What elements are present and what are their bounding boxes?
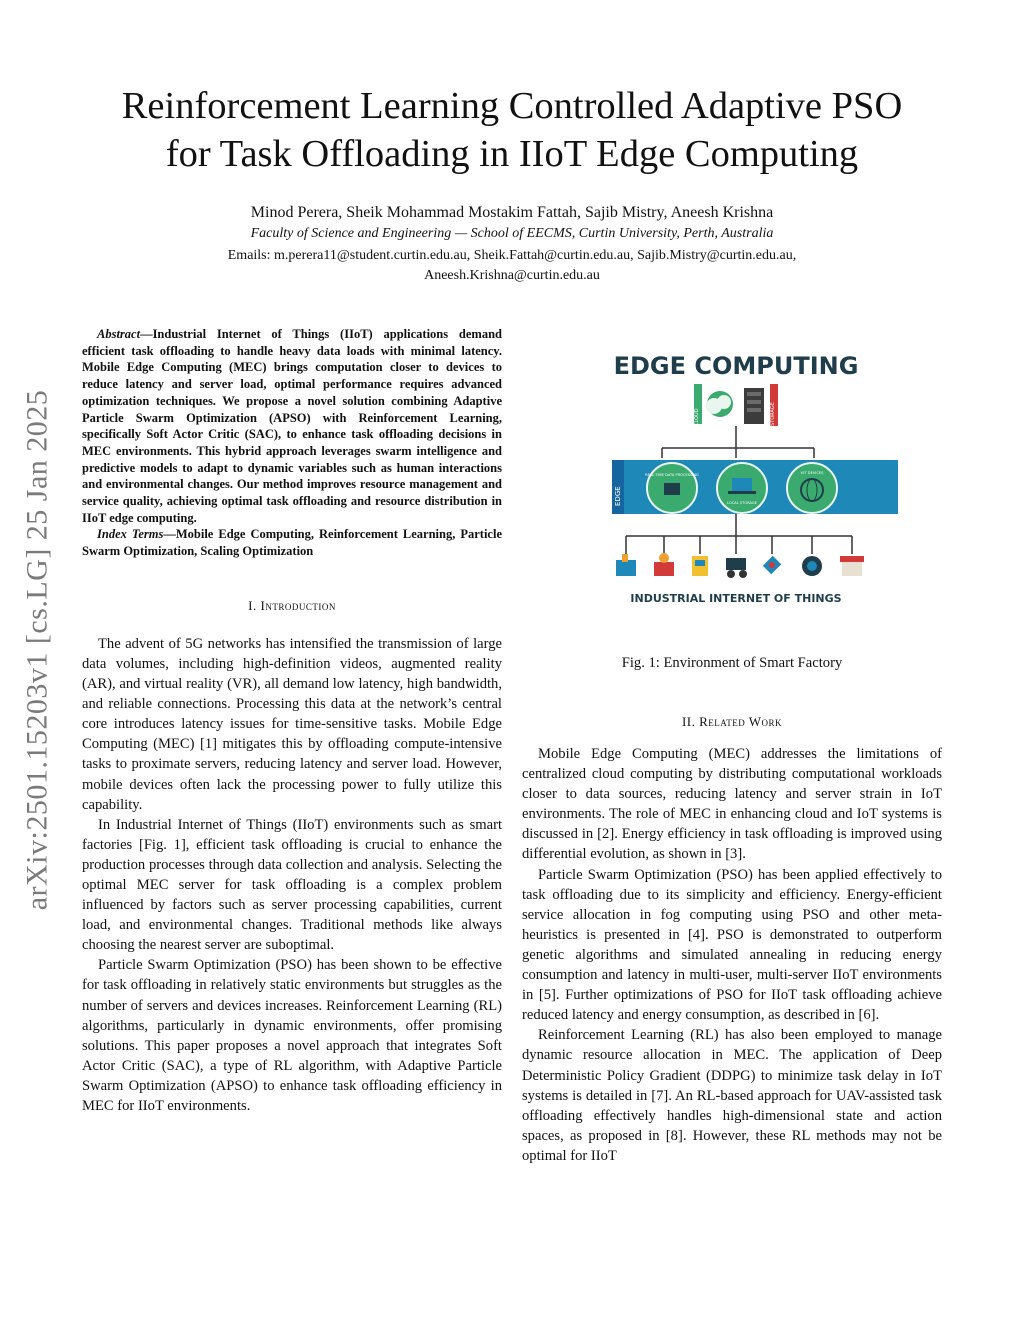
emails-line-2: Aneesh.Krishna@curtin.edu.au: [424, 268, 600, 283]
section-heading-introduction: [82, 598, 502, 614]
arxiv-stamp-text: arXiv:2501.15203v1 [cs.LG] 25 Jan 2025: [20, 389, 53, 911]
processing-node-icon: [647, 463, 697, 513]
intro-paragraph-3: Particle Swarm Optimization (PSO) has been shown to be effective for task offloading in relatively static environments but struggles as the number of servers and devices increases. Reinforcement Learning (RL) algorithms, particularly in dynamic environments, offer promising solutions. This paper proposes a novel approach that integrates Soft Actor Critic (SAC), a type of RL algorithm, with Adaptive Particle Swarm Optimization (APSO) to enhance task offloading efficiency in MEC for IIoT environments.: [82, 957, 502, 1114]
connector-lines-bottom: [626, 514, 852, 554]
abstract: [82, 326, 502, 526]
node-2-label: LOCAL STORAGE: [727, 501, 757, 505]
tractor-icon: [726, 558, 747, 578]
node-1-label: REAL-TIME DATA PROCESSING: [645, 473, 699, 477]
section-number: I.: [248, 597, 257, 613]
emails-line-1: Emails: m.perera11@student.curtin.edu.au, Sheik.Fattah@curtin.edu.au, Sajib.Mistry@curtin.edu.au,: [227, 248, 797, 263]
related-work-paragraph-2: Particle Swarm Optimization (PSO) has been applied effectively to task offloading due to its simplicity and efficiency. Energy-efficient service allocation in fog computing using PSO and other meta-heuristics is presented in [4]. PSO is demonstrated to outperform genetic algorithms and simulated annealing in reducing energy consumption and latency in multi-user, multi-server IIoT environments in [5]. Further optimizations of PSO for IIoT task offloading achieve reduced latency and energy consumption, as described in [6].: [522, 866, 942, 1024]
arxiv-stamp: [12, 360, 62, 940]
abstract-text: —Industrial Internet of Things (IIoT) applications demand efficient task offloading to handle heavy data loads with minimal latency. Mobile Edge Computing (MEC) brings computation closer to devices to reduce latency and server load, optimal performance requires advanced optimization techniques. We propose a novel solution combining Adaptive Particle Swarm Optimization (APSO) with Reinforcement Learning, specifically Soft Actor Critic (SAC), to enhance task offloading decisions in MEC environments. This hybrid approach leverages swarm intelligence and predictive models to adapt to dynamic variables such as human interactions and environmental changes. Our method improves resource management and service quality, achieving optimal task offloading and resource distribution in IIoT edge computing.: [82, 327, 502, 525]
robot-arm-icon: [616, 554, 636, 576]
edge-computing-figure: [522, 326, 942, 616]
related-work-paragraph-1: Mobile Edge Computing (MEC) addresses the limitations of centralized cloud computing by distributing computational workloads closer to data sources, reducing latency and server strain in IoT environments. The role of MEC in enhancing cloud and IoT systems is discussed in [2]. Energy efficiency in task offloading is improved using differential evolution, as shown in [3].: [522, 746, 942, 863]
node-3-label: IOT DEVICES: [800, 471, 824, 475]
fuel-pump-icon: [692, 556, 708, 576]
section-title: Introduction: [260, 597, 336, 613]
emails: [70, 246, 954, 286]
index-terms: [82, 526, 502, 559]
index-terms-label: Index Terms: [97, 527, 164, 542]
figure-caption: Fig. 1: Environment of Smart Factory: [621, 655, 843, 671]
shop-icon: [840, 556, 864, 576]
iiot-label: INDUSTRIAL INTERNET OF THINGS: [630, 592, 842, 605]
index-terms-text: —Mobile Edge Computing, Reinforcement Learning, Particle Swarm Optimization, Scaling Optimization: [82, 527, 502, 559]
abstract-label: Abstract: [97, 327, 141, 341]
title-line-2: for Task Offloading in IIoT Edge Computing: [165, 133, 859, 175]
industrial-robot-icon: [654, 553, 674, 576]
authors: Minod Perera, Sheik Mohammad Mostakim Fattah, Sajib Mistry, Aneesh Krishna: [250, 204, 774, 221]
section-number: II.: [681, 714, 696, 729]
related-work-paragraph-3: Reinforcement Learning (RL) has also been employed to manage dynamic resource allocation in MEC. The application of Deep Deterministic Policy Gradient (DDPG) to minimize task delay in IoT systems is detailed in [7]. An RL-based approach for UAV-assisted task offloading effectively handles high-dimensional state and action spaces, as proposed in [8]. However, these RL methods may not be optimal for IIoT: [522, 1027, 942, 1164]
cloud-label: CLOUD: [694, 408, 700, 426]
laptop-node-icon: [717, 463, 767, 513]
section-heading-related-work: [522, 714, 942, 730]
affiliation: Faculty of Science and Engineering — School of EECMS, Curtin University, Perth, Australia: [250, 226, 774, 241]
right-column: [522, 326, 942, 1166]
left-column: [82, 326, 502, 1116]
connector-lines-top: [662, 426, 814, 458]
intro-paragraph-1: The advent of 5G networks has intensified the transmission of large data volumes, including high-definition videos, augmented reality (AR), and virtual reality (VR), all demand low latency, high bandwidth, and reliable connections. Processing this data at the network’s central core introduces latency issues for time-sensitive tasks. Mobile Edge Computing (MEC) [1] mitigates this by offloading compute-intensive tasks to proximate servers, reducing latency and server load. However, mobile devices often lack the processing power to fully utilize this capability.: [82, 635, 502, 813]
paper-title: [70, 82, 954, 178]
intro-paragraph-2: In Industrial Internet of Things (IIoT) environments such as smart factories [Fig. 1], efficient task offloading is crucial to enhance the production processes through data collection and analysis. Selecting the optimal MEC server for task offloading is a complex problem influenced by factors such as server processing capabilities, current load, and environmental changes. Traditional methods like always choosing the nearest server are suboptimal.: [82, 816, 502, 954]
title-line-1: Reinforcement Learning Controlled Adaptive PSO: [121, 85, 903, 127]
figure-title: EDGE COMPUTING: [613, 352, 859, 380]
section-title: Related Work: [699, 714, 783, 729]
storage-label: STORAGE: [770, 402, 776, 426]
satellite-icon: [763, 556, 781, 574]
sensor-icon: [802, 556, 822, 576]
edge-label: EDGE: [614, 486, 622, 506]
